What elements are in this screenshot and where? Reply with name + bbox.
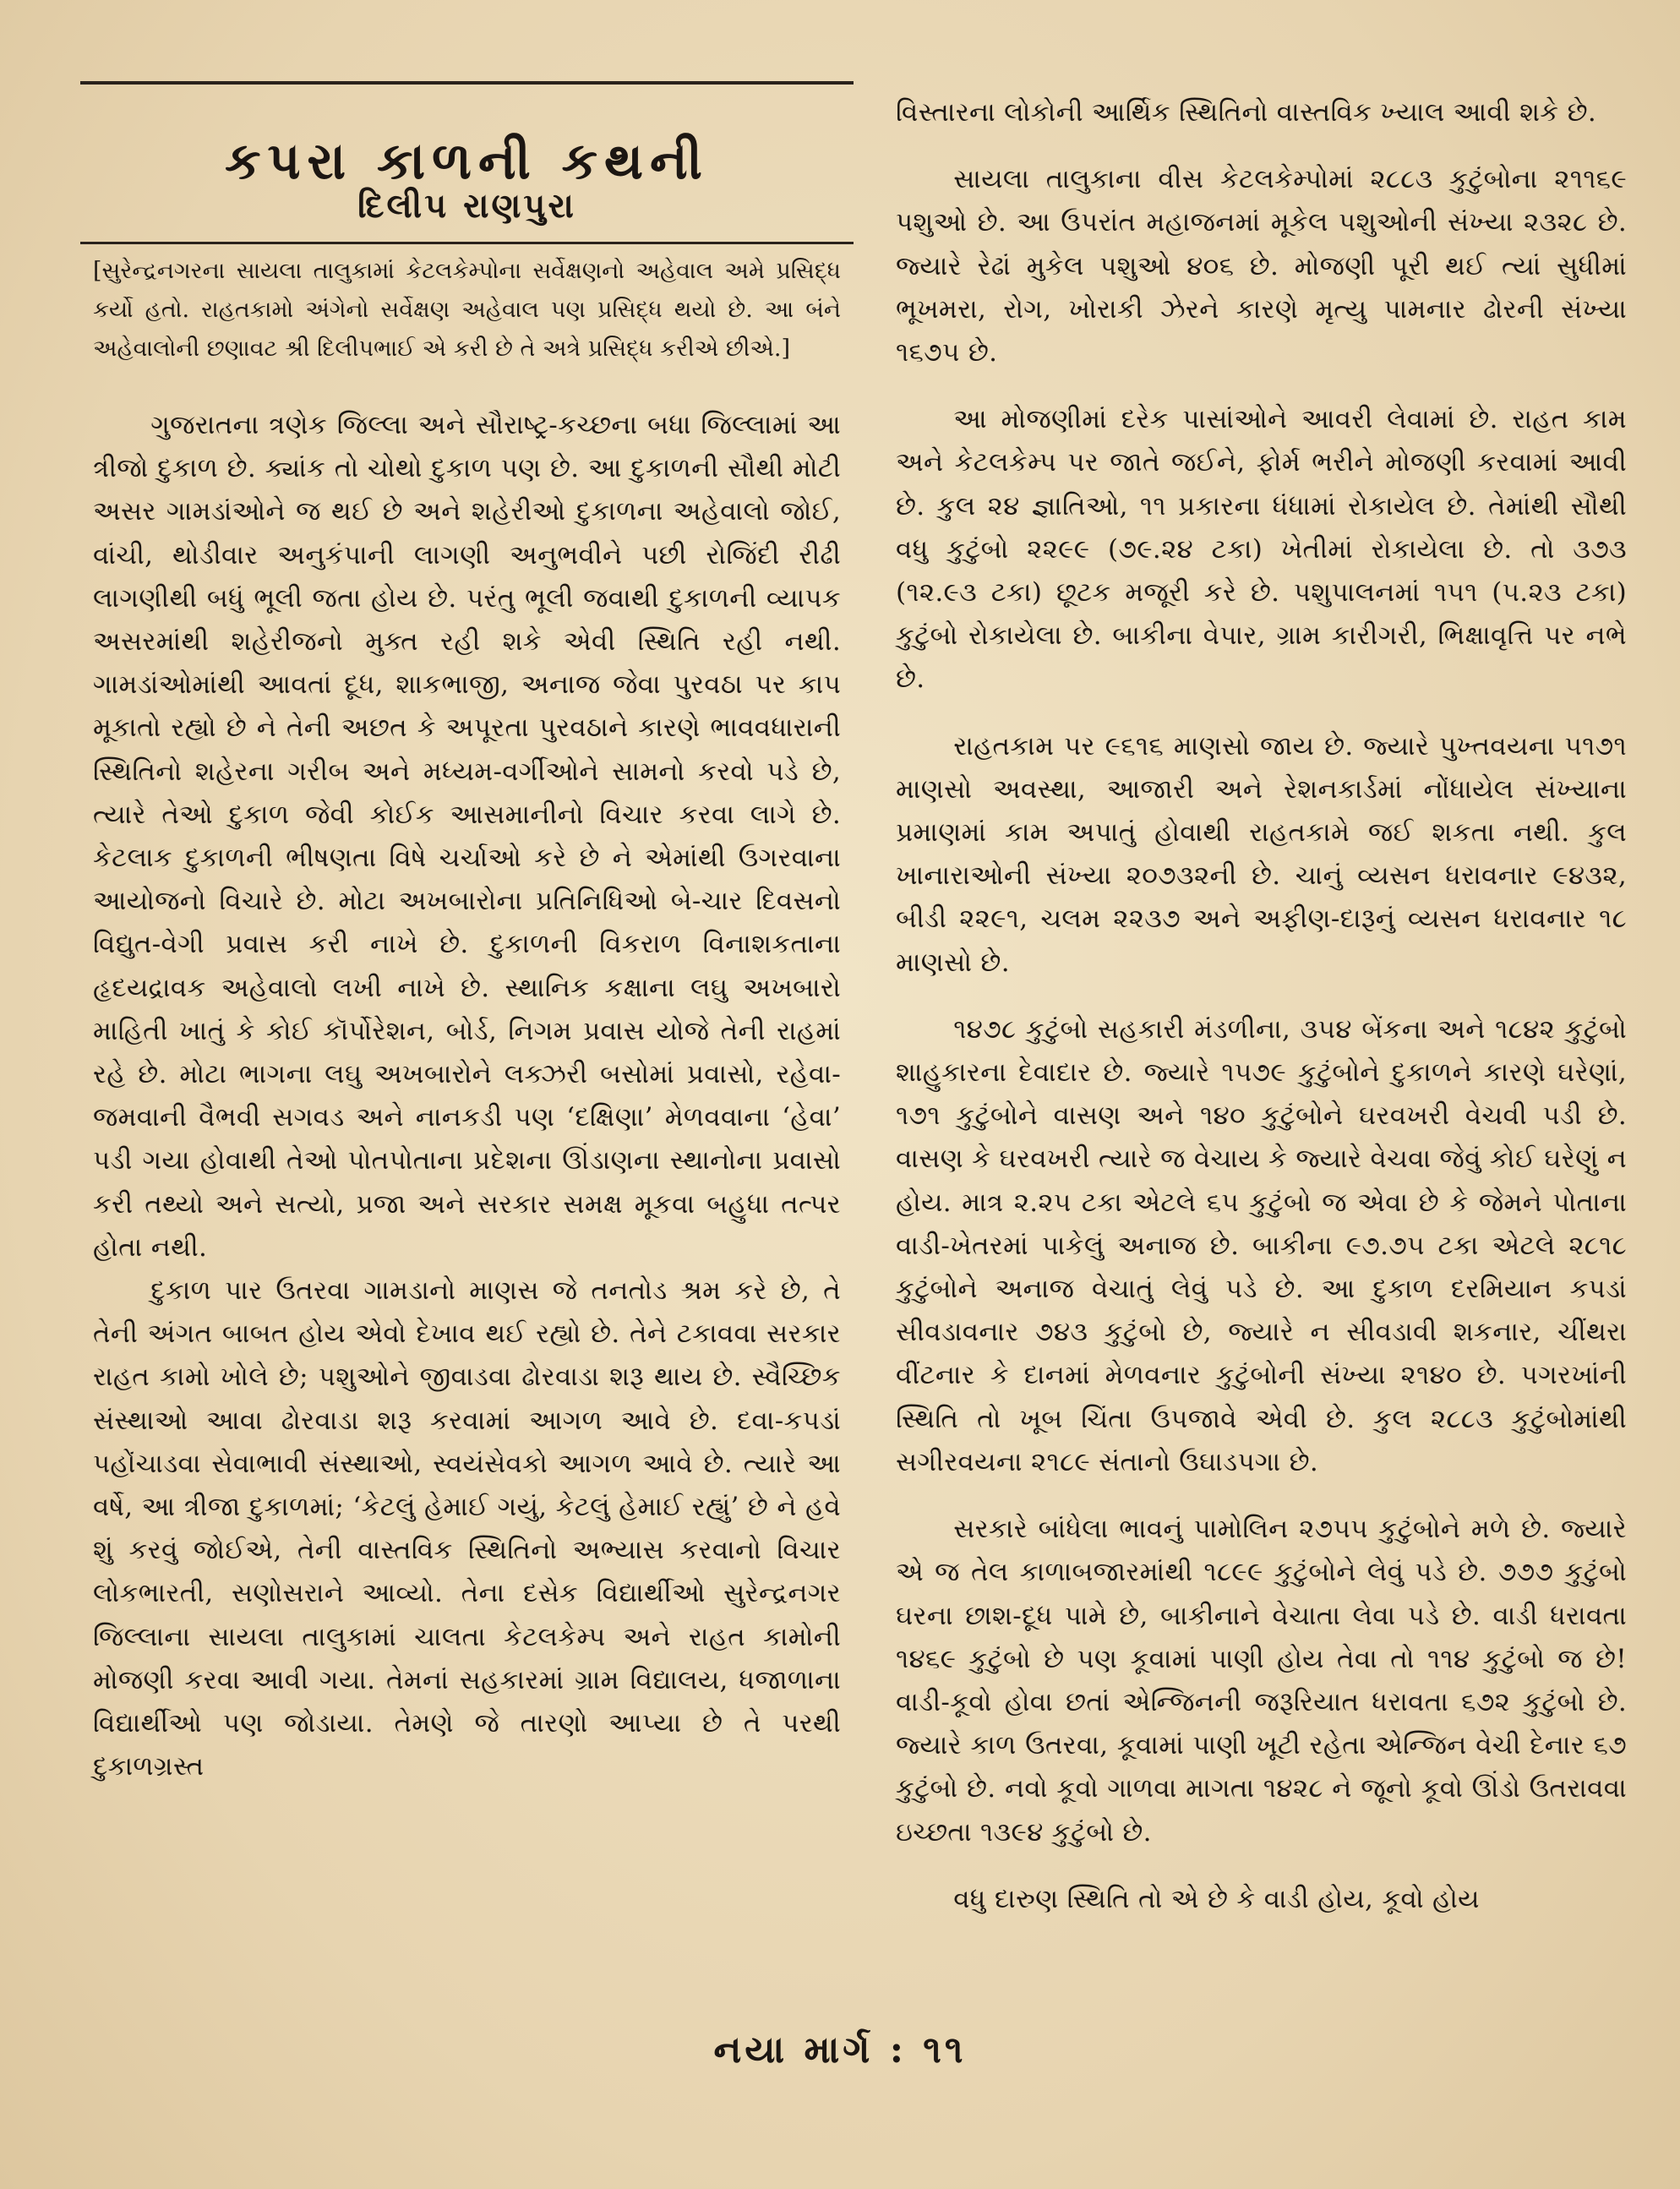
top-rule — [80, 81, 854, 85]
right-paragraph-6: સરકારે બાંધેલા ભાવનું પામોલિન ૨૭૫૫ કુટુંબોને મળે છે. જ્યારે એ જ તેલ કાળાબજારમાંથી ૧૮૯૯ કુટુંબોને લેવું પડે છે. ૭૭૭ કુટુંબો ઘરના છાશ-દૂધ પામે છે, બાકીનાને વેચાતા લેવા પડે છે. વાડી ધરાવતા ૧૪૬૯ કુટુંબો છે પણ કૂવામાં પાણી હોય તેવા તો ૧૧૪ કુટુંબો જ છે! વાડી-કૂવો હોવા છતાં એન્જિનની જરૂરિયાત ધરાવતા ૬૭૨ કુટુંબો છે. જ્યારે કાળ ઉતરવા, કૂવામાં પાણી ખૂટી રહેતા એન્જિન વેચી દેનાર ૬૭ કુટુંબો છે. નવો કૂવો ગાળવા માગતા ૧૪૨૮ ને જૂનો કૂવો ઊંડો ઉતરાવવા ઇચ્છતા ૧૩૯૪ કુટુંબો છે. — [896, 1514, 1627, 1848]
title-rule — [80, 242, 854, 244]
left-paragraph-2: દુકાળ પાર ઉતરવા ગામડાનો માણસ જે તનતોડ શ્રમ કરે છે, તે તેની અંગત બાબત હોય એવો દેખાવ થઈ રહ્યો છે. તેને ટકાવવા સરકાર રાહત કામો ખોલે છે; પશુઓને જીવાડવા ઢોરવાડા શરૂ થાય છે. સ્વૈચ્છિક સંસ્થાઓ આવા ઢોરવાડા શરૂ કરવામાં આગળ આવે છે. દવા-કપડાં પહોંચાડવા સેવાભાવી સંસ્થાઓ, સ્વયંસેવકો આગળ આવે છે. ત્યારે આ વર્ષે, આ ત્રીજા દુકાળમાં; ‘કેટલું હેમાઈ ગયું, કેટલું હેમાઈ રહ્યું’ છે ને હવે શું કરવું જોઈએ, તેની વાસ્તવિક સ્થિતિનો અભ્યાસ કરવાનો વિચાર લોકભારતી, સણોસરાને આવ્યો. તેના દસેક વિદ્યાર્થીઓ સુરેન્દ્રનગર જિલ્લાના સાયલા તાલુકામાં ચાલતા કેટલકેમ્પ અને રાહત કામોની મોજણી કરવા આવી ગયા. તેમનાં સહકારમાં ગ્રામ વિદ્યાલય, ધજાળાના વિદ્યાર્થીઓ પણ જોડાયા. તેમણે જે તારણો આપ્યા છે તે પરથી દુકાળગ્રસ્ત — [93, 1275, 841, 1782]
right-paragraph-5: ૧૪૭૮ કુટુંબો સહકારી મંડળીના, ૩૫૪ બેંકના અને ૧૮૪૨ કુટુંબો શાહુકારના દેવાદાર છે. જ્યારે ૧૫૭૯ કુટુંબોને દુકાળને કારણે ઘરેણાં, ૧૭૧ કુટુંબોને વાસણ અને ૧૪૦ કુટુંબોને ઘરવખરી વેચવી પડી છે. વાસણ કે ઘરવખરી ત્યારે જ વેચાય કે જ્યારે વેચવા જેવું કોઈ ઘરેણું ન હોય. માત્ર ૨.૨૫ ટકા એટલે ૬૫ કુટુંબો જ એવા છે કે જેમને પોતાના વાડી-ખેતરમાં પાકેલું અનાજ છે. બાકીના ૯૭.૭૫ ટકા એટલે ૨૮૧૮ કુટુંબોને અનાજ વેચાતું લેવું પડે છે. આ દુકાળ દરમિયાન કપડાં સીવડાવનાર ૭૪૩ કુટુંબો છે, જ્યારે ન સીવડાવી શકનાર, ચીંથરા વીંટનાર કે દાનમાં મેળવનાર કુટુંબોની સંખ્યા ૨૧૪૦ છે. પગરખાંની સ્થિતિ તો ખૂબ ચિંતા ઉપજાવે એવી છે. કુલ ૨૮૮૩ કુટુંબોમાંથી સગીરવયના ૨૧૮૯ સંતાનો ઉઘાડપગા છે. — [896, 1013, 1627, 1477]
left-paragraph-1: ગુજરાતના ત્રણેક જિલ્લા અને સૌરાષ્ટ્ર-કચ્છના બધા જિલ્લામાં આ ત્રીજો દુકાળ છે. ક્યાંક તો ચોથો દુકાળ પણ છે. આ દુકાળની સૌથી મોટી અસર ગામડાંઓને જ થઈ છે અને શહેરીઓ દુકાળના અહેવાલો જોઈ, વાંચી, થોડીવાર અનુકંપાની લાગણી અનુભવીને પછી રોજિંદી રીઢી લાગણીથી બધું ભૂલી જતા હોય છે. પરંતુ ભૂલી જવાથી દુકાળની વ્યાપક અસરમાંથી શહેરીજનો મુક્ત રહી શકે એવી સ્થિતિ રહી નથી. ગામડાંઓમાંથી આવતાં દૂધ, શાકભાજી, અનાજ જેવા પુરવઠા પર કાપ મૂકાતો રહ્યો છે ને તેની અછત કે અપૂરતા પુરવઠાને કારણે ભાવવધારાની સ્થિતિનો શહેરના ગરીબ અને મધ્યમ-વર્ગીઓને સામનો કરવો પડે છે, ત્યારે તેઓ દુકાળ જેવી કોઈક આસમાનીનો વિચાર કરવા લાગે છે. કેટલાક દુકાળની ભીષણતા વિષે ચર્ચાઓ કરે છે ને એમાંથી ઉગરવાના આયોજનો વિચારે છે. મોટા અખબારોના પ્રતિનિધિઓ બે-ચાર દિવસનો વિદ્યુત-વેગી પ્રવાસ કરી નાખે છે. દુકાળની વિકરાળ વિનાશકતાના હૃદયદ્રાવક અહેવાલો લખી નાખે છે. સ્થાનિક કક્ષાના લઘુ અખબારો માહિતી ખાતું કે કોઈ કૉર્પોરેશન, બોર્ડ, નિગમ પ્રવાસ યોજે તેની રાહમાં રહે છે. મોટા ભાગના લઘુ અખબારોને લક્ઝરી બસોમાં પ્રવાસો, રહેવા-જમવાની વૈભવી સગવડ અને નાનકડી પણ ‘દક્ષિણા’ મેળવવાના ‘હેવા’ પડી ગયા હોવાથી તેઓ પોતપોતાના પ્રદેશના ઊંડાણના સ્થાનોના પ્રવાસો કરી તથ્યો અને સત્યો, પ્રજા અને સરકાર સમક્ષ મૂકવા બહુધા તત્પર હોતા નથી. — [93, 410, 841, 1263]
page-footer: નયા માર્ગ : ૧૧ — [713, 2028, 967, 2072]
right-paragraph-4: રાહતકામ પર ૯૬૧૬ માણસો જાય છે. જ્યારે પુખ્તવયના ૫૧૭૧ માણસો અવસ્થા, આજારી અને રેશનકાર્ડમાં નોંધાયેલ સંખ્યાના પ્રમાણમાં કામ અપાતું હોવાથી રાહતકામે જઈ શકતા નથી. કુલ ખાનારાઓની સંખ્યા ૨૦૭૩૨ની છે. ચાનું વ્યસન ધરાવનાર ૯૪૩૨, બીડી ૨૨૯૧, ચલમ ૨૨૩૭ અને અફીણ-દારૂનું વ્યસન ધરાવનાર ૧૮ માણસો છે. — [896, 730, 1627, 978]
right-paragraph-1: વિસ્તારના લોકોની આર્થિક સ્થિતિનો વાસ્તવિક ખ્યાલ આવી શકે છે. — [896, 97, 1597, 128]
article-title: કપરા કાળની કથની — [225, 132, 709, 192]
article-intro: [સુરેન્દ્રનગરના સાયલા તાલુકામાં કેટલકેમ્પોના સર્વેક્ષણનો અહેવાલ અમે પ્રસિદ્ધ કર્યો હતો. રાહતકામો અંગેનો સર્વેક્ષણ અહેવાલ પણ પ્રસિદ્ધ થયો છે. આ બંને અહેવાલોની છણાવટ શ્રી દિલીપભાઈ એ કરી છે તે અત્રે પ્રસિદ્ધ કરીએ છીએ.] — [93, 258, 841, 362]
right-paragraph-3: આ મોજણીમાં દરેક પાસાંઓને આવરી લેવામાં છે. રાહત કામ અને કેટલકેમ્પ પર જાતે જઈને, ફોર્મ ભરીને મોજણી કરવામાં આવી છે. કુલ ૨૪ જ્ઞાતિઓ, ૧૧ પ્રકારના ધંધામાં રોકાયેલ છે. તેમાંથી સૌથી વધુ કુટુંબો ૨૨૯૯ (૭૯.૨૪ ટકા) ખેતીમાં રોકાયેલા છે. તો ૩૭૩ (૧૨.૯૩ ટકા) છૂટક મજૂરી કરે છે. પશુપાલનમાં ૧૫૧ (૫.૨૩ ટકા) કુટુંબો રોકાયેલા છે. બાકીના વેપાર, ગ્રામ કારીગરી, ભિક્ષાવૃત્તિ પર નભે છે. — [896, 404, 1627, 695]
right-column — [896, 91, 1627, 1921]
article-author: દિલીપ રાણપુરા — [357, 186, 576, 226]
left-column — [93, 404, 841, 1789]
right-paragraph-2: સાયલા તાલુકાના વીસ કેટલકેમ્પોમાં ૨૮૮૩ કુટુંબોના ૨૧૧૬૯ પશુઓ છે. આ ઉપરાંત મહાજનમાં મૂકેલ પશુઓની સંખ્યા ૨૩૨૮ છે. જ્યારે રેઢાં મુકેલ પશુઓ ૪૦૬ છે. મોજણી પૂરી થઈ ત્યાં સુધીમાં ભૂખમરા, રોગ, ખોરાકી ઝેરને કારણે મૃત્યુ પામનાર ઢોરની સંખ્યા ૧૬૭૫ છે. — [896, 164, 1627, 368]
right-paragraph-7: વધુ દારુણ સ્થિતિ તો એ છે કે વાડી હોય, કૂવો હોય — [953, 1883, 1480, 1914]
